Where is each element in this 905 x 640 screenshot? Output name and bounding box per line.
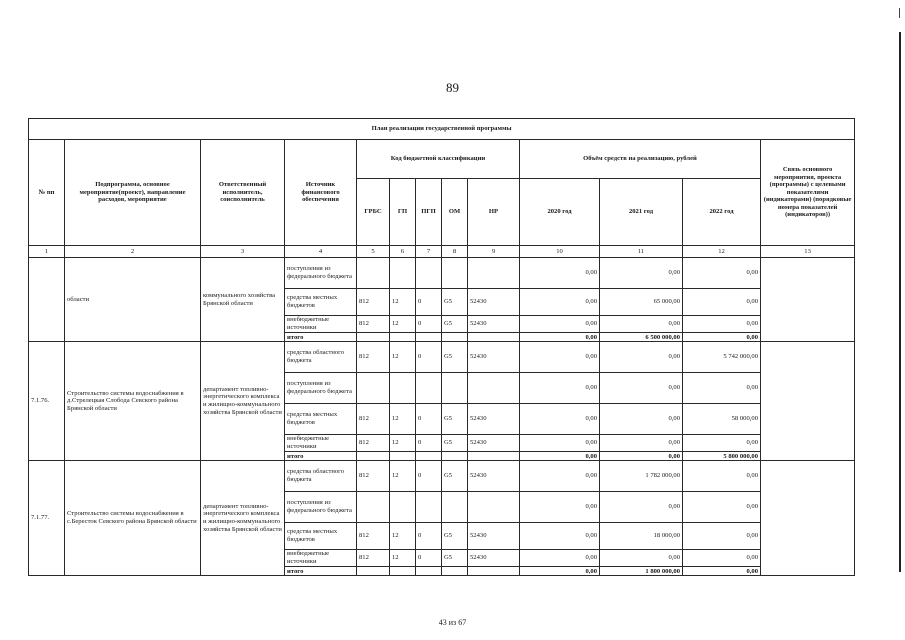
grbs-cell: 812 (357, 461, 390, 492)
column-index: 4 (285, 246, 357, 258)
gp-cell: 12 (390, 435, 416, 452)
header-2020: 2020 год (520, 179, 600, 246)
amount-2020-cell: 0,00 (520, 492, 600, 523)
amount-2020-cell: 0,00 (520, 523, 600, 550)
source-cell: средства местных бюджетов (285, 523, 357, 550)
nr-cell: 52430 (468, 550, 520, 567)
source-cell: итого (285, 333, 357, 342)
pgp-cell: 0 (416, 342, 442, 373)
grbs-cell: 812 (357, 316, 390, 333)
header-2022: 2022 год (683, 179, 761, 246)
source-cell: внебюджетные источники (285, 435, 357, 452)
page-footer: 43 из 67 (438, 618, 467, 627)
nr-cell: 52430 (468, 404, 520, 435)
amount-2021-cell: 65 000,00 (600, 289, 683, 316)
om-cell: G5 (442, 523, 468, 550)
om-cell: G5 (442, 316, 468, 333)
amount-2021-cell: 0,00 (600, 492, 683, 523)
source-cell: поступления из федерального бюджета (285, 373, 357, 404)
gp-cell: 12 (390, 316, 416, 333)
amount-2021-cell: 0,00 (600, 435, 683, 452)
program-plan-table (28, 118, 855, 576)
om-cell: G5 (442, 461, 468, 492)
column-index: 8 (442, 246, 468, 258)
amount-2022-cell: 0,00 (683, 316, 761, 333)
gp-cell (390, 492, 416, 523)
gp-cell: 12 (390, 342, 416, 373)
om-cell (442, 333, 468, 342)
column-index: 2 (65, 246, 201, 258)
nr-cell (468, 333, 520, 342)
amount-2022-cell: 0,00 (683, 333, 761, 342)
pgp-cell: 0 (416, 435, 442, 452)
nr-cell (468, 567, 520, 576)
amount-2021-cell: 0,00 (600, 316, 683, 333)
amount-2022-cell: 0,00 (683, 550, 761, 567)
amount-2022-cell: 0,00 (683, 523, 761, 550)
om-cell (442, 258, 468, 289)
amount-2021-cell: 18 000,00 (600, 523, 683, 550)
column-index: 11 (600, 246, 683, 258)
amount-2020-cell: 0,00 (520, 567, 600, 576)
pgp-cell: 0 (416, 550, 442, 567)
pgp-cell: 0 (416, 289, 442, 316)
table-body (29, 258, 855, 576)
amount-2022-cell: 5 742 000,00 (683, 342, 761, 373)
amount-2020-cell: 0,00 (520, 333, 600, 342)
header-link: Связь основного мероприятия, проекта (программы) с целевыми показателями (индикаторами) (порядковые номера показателей (индикаторов)) (761, 140, 855, 246)
responsible-cell: коммунального хозяйства Брянской области (201, 258, 285, 342)
item-name-cell: области (65, 258, 201, 342)
amount-2021-cell: 1 782 000,00 (600, 461, 683, 492)
grbs-cell: 812 (357, 404, 390, 435)
grbs-cell (357, 492, 390, 523)
pgp-cell: 0 (416, 316, 442, 333)
gp-cell (390, 258, 416, 289)
page-number: 89 (446, 80, 459, 95)
column-index: 9 (468, 246, 520, 258)
amount-2020-cell: 0,00 (520, 550, 600, 567)
column-index-row (29, 246, 855, 258)
source-cell: средства местных бюджетов (285, 404, 357, 435)
om-cell: G5 (442, 550, 468, 567)
amount-2020-cell: 0,00 (520, 373, 600, 404)
gp-cell (390, 567, 416, 576)
grbs-cell (357, 567, 390, 576)
table-row (29, 461, 855, 492)
item-name-cell: Строительство системы водоснабжения в с.Бересток Севского района Брянской области (65, 461, 201, 576)
source-cell: средства областного бюджета (285, 342, 357, 373)
gp-cell (390, 333, 416, 342)
source-cell: внебюджетные источники (285, 550, 357, 567)
amount-2022-cell: 5 800 000,00 (683, 452, 761, 461)
item-number-cell (29, 258, 65, 342)
grbs-cell: 812 (357, 550, 390, 567)
grbs-cell: 812 (357, 523, 390, 550)
indicator-link-cell (761, 461, 855, 576)
om-cell (442, 492, 468, 523)
nr-cell (468, 492, 520, 523)
header-no: № пп (29, 140, 65, 246)
scan-edge-mark (899, 32, 901, 572)
header-source: Источник финансового обеспечения (285, 140, 357, 246)
gp-cell: 12 (390, 289, 416, 316)
source-cell: итого (285, 452, 357, 461)
gp-cell (390, 452, 416, 461)
item-number-cell: 7.1.76. (29, 342, 65, 461)
grbs-cell: 812 (357, 435, 390, 452)
amount-2022-cell: 58 000,00 (683, 404, 761, 435)
pgp-cell: 0 (416, 523, 442, 550)
om-cell: G5 (442, 404, 468, 435)
header-gp: ГП (390, 179, 416, 246)
indicator-link-cell (761, 342, 855, 461)
amount-2022-cell: 0,00 (683, 258, 761, 289)
nr-cell: 52430 (468, 435, 520, 452)
header-nr: НР (468, 179, 520, 246)
amount-2021-cell: 0,00 (600, 452, 683, 461)
amount-2022-cell: 0,00 (683, 567, 761, 576)
pgp-cell (416, 373, 442, 404)
pgp-cell (416, 567, 442, 576)
amount-2020-cell: 0,00 (520, 461, 600, 492)
amount-2021-cell: 0,00 (600, 342, 683, 373)
responsible-cell: департамент топливно-энергетического комплекса и жилищно-коммунального хозяйства Брянской области (201, 342, 285, 461)
amount-2020-cell: 0,00 (520, 316, 600, 333)
nr-cell: 52430 (468, 289, 520, 316)
table-row (29, 342, 855, 373)
grbs-cell: 812 (357, 289, 390, 316)
pgp-cell (416, 258, 442, 289)
pgp-cell (416, 492, 442, 523)
nr-cell: 52430 (468, 342, 520, 373)
amount-2020-cell: 0,00 (520, 435, 600, 452)
amount-2022-cell: 0,00 (683, 435, 761, 452)
column-index: 5 (357, 246, 390, 258)
gp-cell: 12 (390, 461, 416, 492)
column-index: 7 (416, 246, 442, 258)
header-om: ОМ (442, 179, 468, 246)
column-index: 1 (29, 246, 65, 258)
amount-2021-cell: 1 800 000,00 (600, 567, 683, 576)
amount-2021-cell: 0,00 (600, 550, 683, 567)
header-responsible: Ответственный исполнитель, соисполнитель (201, 140, 285, 246)
amount-2021-cell: 0,00 (600, 373, 683, 404)
pgp-cell (416, 452, 442, 461)
source-cell: поступления из федерального бюджета (285, 258, 357, 289)
nr-cell (468, 258, 520, 289)
grbs-cell (357, 333, 390, 342)
header-volume: Объём средств на реализацию, рублей (520, 140, 761, 179)
responsible-cell: департамент топливно-энергетического комплекса и жилищно-коммунального хозяйства Брянской области (201, 461, 285, 576)
om-cell: G5 (442, 435, 468, 452)
source-cell: средства местных бюджетов (285, 289, 357, 316)
column-index: 6 (390, 246, 416, 258)
amount-2020-cell: 0,00 (520, 258, 600, 289)
grbs-cell (357, 373, 390, 404)
header-budget-code: Код бюджетной классификации (357, 140, 520, 179)
nr-cell (468, 373, 520, 404)
header-pgp: ПГП (416, 179, 442, 246)
grbs-cell (357, 452, 390, 461)
amount-2022-cell: 0,00 (683, 289, 761, 316)
source-cell: внебюджетные источники (285, 316, 357, 333)
column-index: 12 (683, 246, 761, 258)
source-cell: поступления из федерального бюджета (285, 492, 357, 523)
om-cell (442, 452, 468, 461)
amount-2020-cell: 0,00 (520, 342, 600, 373)
pgp-cell (416, 333, 442, 342)
nr-cell: 52430 (468, 523, 520, 550)
amount-2020-cell: 0,00 (520, 404, 600, 435)
scan-edge-tick (899, 8, 900, 18)
grbs-cell: 812 (357, 342, 390, 373)
om-cell (442, 373, 468, 404)
om-cell: G5 (442, 342, 468, 373)
amount-2021-cell: 0,00 (600, 404, 683, 435)
header-grbs: ГРБС (357, 179, 390, 246)
pgp-cell: 0 (416, 461, 442, 492)
table-row (29, 258, 855, 289)
amount-2020-cell: 0,00 (520, 452, 600, 461)
nr-cell (468, 452, 520, 461)
grbs-cell (357, 258, 390, 289)
amount-2022-cell: 0,00 (683, 373, 761, 404)
amount-2021-cell: 6 500 000,00 (600, 333, 683, 342)
item-number-cell: 7.1.77. (29, 461, 65, 576)
gp-cell: 12 (390, 550, 416, 567)
amount-2022-cell: 0,00 (683, 492, 761, 523)
column-index: 3 (201, 246, 285, 258)
pgp-cell: 0 (416, 404, 442, 435)
table-title: План реализации государственной программы (29, 119, 855, 140)
item-name-cell: Строительство системы водоснабжения в д.Стрелецкая Слобода Севского района Брянской области (65, 342, 201, 461)
source-cell: итого (285, 567, 357, 576)
om-cell (442, 567, 468, 576)
nr-cell: 52430 (468, 316, 520, 333)
source-cell: средства областного бюджета (285, 461, 357, 492)
indicator-link-cell (761, 258, 855, 342)
column-index: 10 (520, 246, 600, 258)
amount-2022-cell: 0,00 (683, 461, 761, 492)
column-index: 13 (761, 246, 855, 258)
header-2021: 2021 год (600, 179, 683, 246)
amount-2021-cell: 0,00 (600, 258, 683, 289)
nr-cell: 52430 (468, 461, 520, 492)
gp-cell: 12 (390, 523, 416, 550)
header-subprogram: Подпрограмма, основное мероприятие(проект), направление расходов, мероприятие (65, 140, 201, 246)
gp-cell (390, 373, 416, 404)
amount-2020-cell: 0,00 (520, 289, 600, 316)
gp-cell: 12 (390, 404, 416, 435)
om-cell: G5 (442, 289, 468, 316)
